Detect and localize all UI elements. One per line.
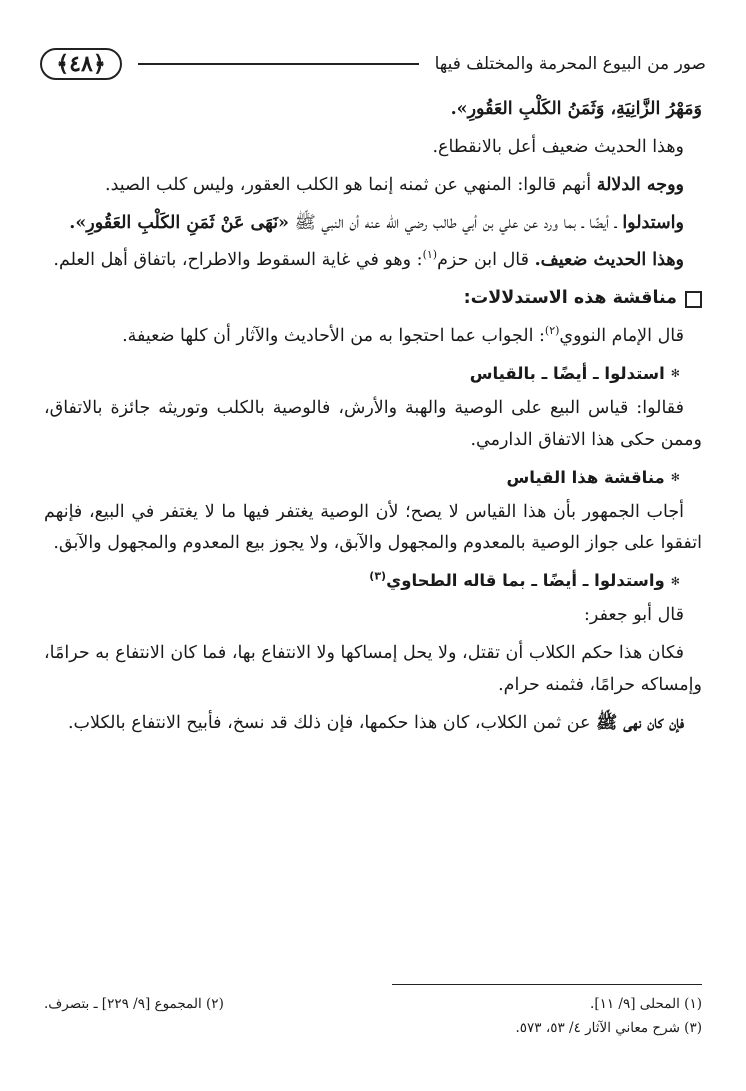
footnote-rule (392, 984, 702, 985)
checkbox-square-icon (685, 291, 702, 308)
bullet-icon: ✻ (670, 471, 680, 485)
paragraph: فكان هذا حكم الكلاب أن تقتل، ولا يحل إمساكها ولا الانتفاع بها، فما كان الانتفاع به حرامًا، وإمساكه حرامًا، فثمنه حرام. (44, 643, 702, 696)
footnote-1: (١) المحلى [٩/ ١١]. (590, 996, 702, 1012)
paragraph: قال أبو جعفر: (584, 605, 684, 626)
page-header (40, 44, 706, 84)
running-title: صور من البيوع المحرمة والمختلف فيها (434, 54, 706, 74)
subheading: ✻مناقشة هذا القياس (506, 467, 680, 487)
paragraph: وهذا الحديث ضعيف أعل بالانقطاع. (432, 136, 684, 157)
paragraph: أجاب الجمهور بأن هذا القياس لا يصح؛ لأن الوصية يغتفر فيها ما لا يغتفر في البيع، فإنهم اتفقوا على جواز الوصية بالمعدوم والمجهول والآبق، ولا يجوز بيع المعدوم والمجهول والآبق. (44, 501, 702, 554)
bullet-icon: ✻ (670, 574, 680, 588)
paragraph: واستدلوا ـ أيضًا ـ بما ورد عن علي بن أبي طالب رضي الله عنه أن النبي ﷺ «نَهَى عَنْ ثَمَنِ الكَلْبِ العَقُورِ». (69, 212, 684, 233)
section-heading: مناقشة هذه الاستدلالات: (44, 283, 702, 315)
header-rule (138, 63, 419, 65)
footnote-3: (٣) شرح معاني الآثار ٤/ ٥٣، ٥٧٣. (515, 1020, 702, 1037)
paragraph: فإن كان نهى ﷺ عن ثمن الكلاب، كان هذا حكمها، فإن ذلك قد نسخ، فأبيح الانتفاع بالكلاب. (67, 712, 684, 733)
subheading: ✻واستدلوا ـ أيضًا ـ بما قاله الطحاوي$^{(٣)}$ (369, 569, 680, 591)
footnote-2: (٢) المجموع [٩/ ٢٢٩] ـ بتصرف. (44, 996, 224, 1012)
paragraph: وَمَهْرُ الزَّانِيَةِ، وَثَمَنُ الكَلْبِ العَقُورِ». (450, 99, 702, 119)
page-body (44, 94, 702, 746)
page-number: ﴿٤٨﴾ (40, 48, 122, 80)
footnotes (44, 992, 702, 1041)
paragraph: قال الإمام النووي$^{(٢)}$: الجواب عما احتجوا به من الأحاديث والآثار أن كلها ضعيفة. (122, 324, 684, 347)
subheading: ✻استدلوا ـ أيضًا ـ بالقياس (469, 363, 680, 383)
bullet-icon: ✻ (670, 367, 680, 381)
paragraph: ووجه الدلالة أنهم قالوا: المنهي عن ثمنه إنما هو الكلب العقور، وليس كلب الصيد. (105, 174, 684, 195)
paragraph: وهذا الحديث ضعيف. قال ابن حزم$^{(١)}$: وهو في غاية السقوط والاطراح، باتفاق أهل العلم. (53, 248, 684, 271)
paragraph: فقالوا: قياس البيع على الوصية والهبة والأرش، فالوصية بالكلب وتوريثه جائزة بالاتفاق، وممن حكى هذا الاتفاق الدارمي. (44, 397, 702, 450)
